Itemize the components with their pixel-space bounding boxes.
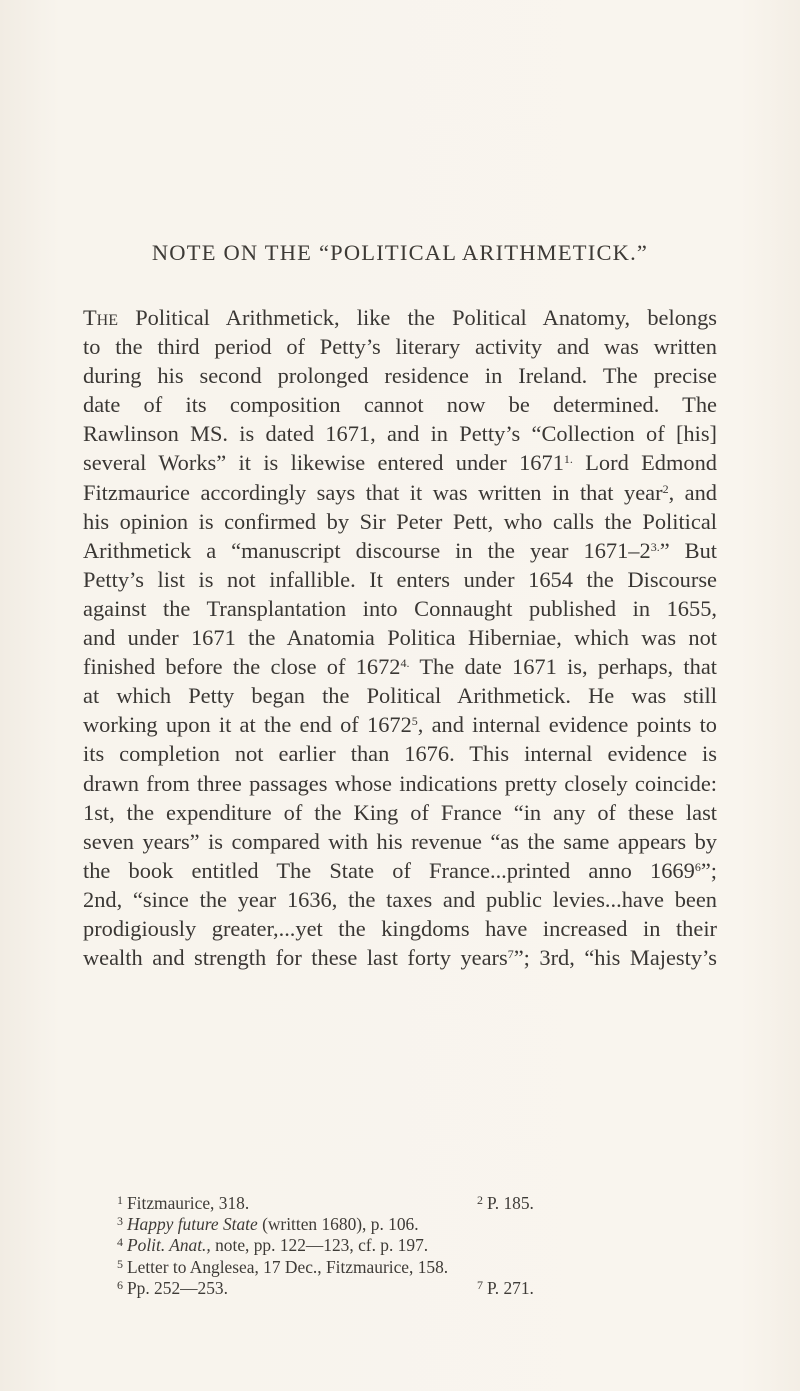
note-mark: 4.	[400, 656, 410, 671]
note-mark: 3.	[650, 539, 660, 554]
text-line: Rawlinson MS. is dated 1671, and in Petty’s “Collection of [his]	[83, 421, 717, 447]
text-line: date of its composition cannot now be determined. The	[83, 392, 717, 418]
footnote-number: 2	[477, 1193, 483, 1207]
lead-word: The	[83, 305, 119, 330]
footnote-number: 5	[117, 1256, 123, 1271]
footnote-number: 6	[117, 1277, 123, 1292]
text-line: at which Petty began the Political Arithmetick. He was still	[83, 683, 717, 709]
footnote-number: 4	[117, 1235, 123, 1250]
text-line: drawn from three passages whose indications pretty closely coincide:	[83, 770, 717, 796]
footnote-row	[83, 1275, 717, 1296]
footnote: $^3$ Happy future State (written 1680), p. 106.	[117, 1214, 419, 1235]
footnote: $^5$ Letter to Anglesea, 17 Dec., Fitzmaurice, 158.	[117, 1256, 449, 1277]
text-line: against the Transplantation into Connaught published in 1655,	[83, 595, 717, 621]
footnote: $^7$ P. 271.	[477, 1277, 534, 1298]
text-line: wealth and strength for these last forty years$^7$”; 3rd, “his Majesty’s	[83, 945, 717, 971]
text-line: its completion not earlier than 1676. This internal evidence is	[83, 741, 717, 767]
text-line: The Political Arithmetick, like the Political Anatomy, belongs	[83, 305, 717, 330]
text-line: 2nd, “since the year 1636, the taxes and public levies...have been	[83, 886, 717, 912]
footnote-row	[83, 1190, 717, 1211]
footnote-row	[83, 1254, 717, 1275]
text-line: during his second prolonged residence in Ireland. The precise	[83, 363, 717, 389]
text-line: and under 1671 the Anatomia Politica Hiberniae, which was not	[83, 625, 717, 651]
text-line: Petty’s list is not infallible. It enters under 1654 the Discourse	[83, 566, 717, 592]
text-line: 1st, the expenditure of the King of France “in any of these last	[83, 799, 717, 825]
text-line: to the third period of Petty’s literary activity and was written	[83, 334, 717, 360]
footnote: $^6$ Pp. 252—253.	[117, 1277, 228, 1298]
text-line: seven years” is compared with his revenue “as the same appears by	[83, 828, 717, 854]
note-mark: 5	[411, 714, 418, 729]
footnote-row	[83, 1232, 717, 1256]
body-paragraph	[83, 303, 717, 972]
footnotes	[83, 1190, 717, 1296]
text-line: the book entitled The State of France...printed anno 1669$^6$”;	[83, 857, 717, 883]
footnote-number: 7	[477, 1277, 483, 1292]
text-line: Fitzmaurice accordingly says that it was written in that year$^2$, and	[83, 479, 717, 505]
text-line: finished before the close of $1672^{4.}$ The date 1671 is, perhaps, that	[83, 654, 717, 680]
text-line: several Works” it is likewise entered under $1671^{1.}$ Lord Edmond	[83, 450, 717, 476]
text-line: Arithmetick a “manuscript discourse in the year $1671-2^{3.}$” But	[83, 537, 718, 563]
footnote: $^2$ P. 185.	[477, 1193, 534, 1213]
note-mark: 7	[507, 947, 514, 962]
footnote-number: 3	[117, 1214, 123, 1229]
footnote-number: 1	[117, 1193, 123, 1207]
footnote: $^1$ Fitzmaurice, 318.	[117, 1193, 250, 1213]
note-mark: 6	[694, 859, 701, 874]
note-mark: 2	[662, 481, 669, 496]
note-mark: 1.	[563, 452, 573, 467]
text-line: working upon it at the end of 1672$^5$, and internal evidence points to	[83, 712, 717, 738]
footnote-row	[83, 1211, 717, 1235]
footnote: $^4$ Polit. Anat., note, pp. 122—123, cf. p. 197.	[117, 1235, 429, 1256]
text-line: his opinion is confirmed by Sir Peter Pett, who calls the Political	[83, 508, 717, 534]
page-title: NOTE ON THE “POLITICAL ARITHMETICK.”	[151, 240, 649, 265]
text-line: prodigiously greater,...yet the kingdoms have increased in their	[83, 915, 717, 941]
